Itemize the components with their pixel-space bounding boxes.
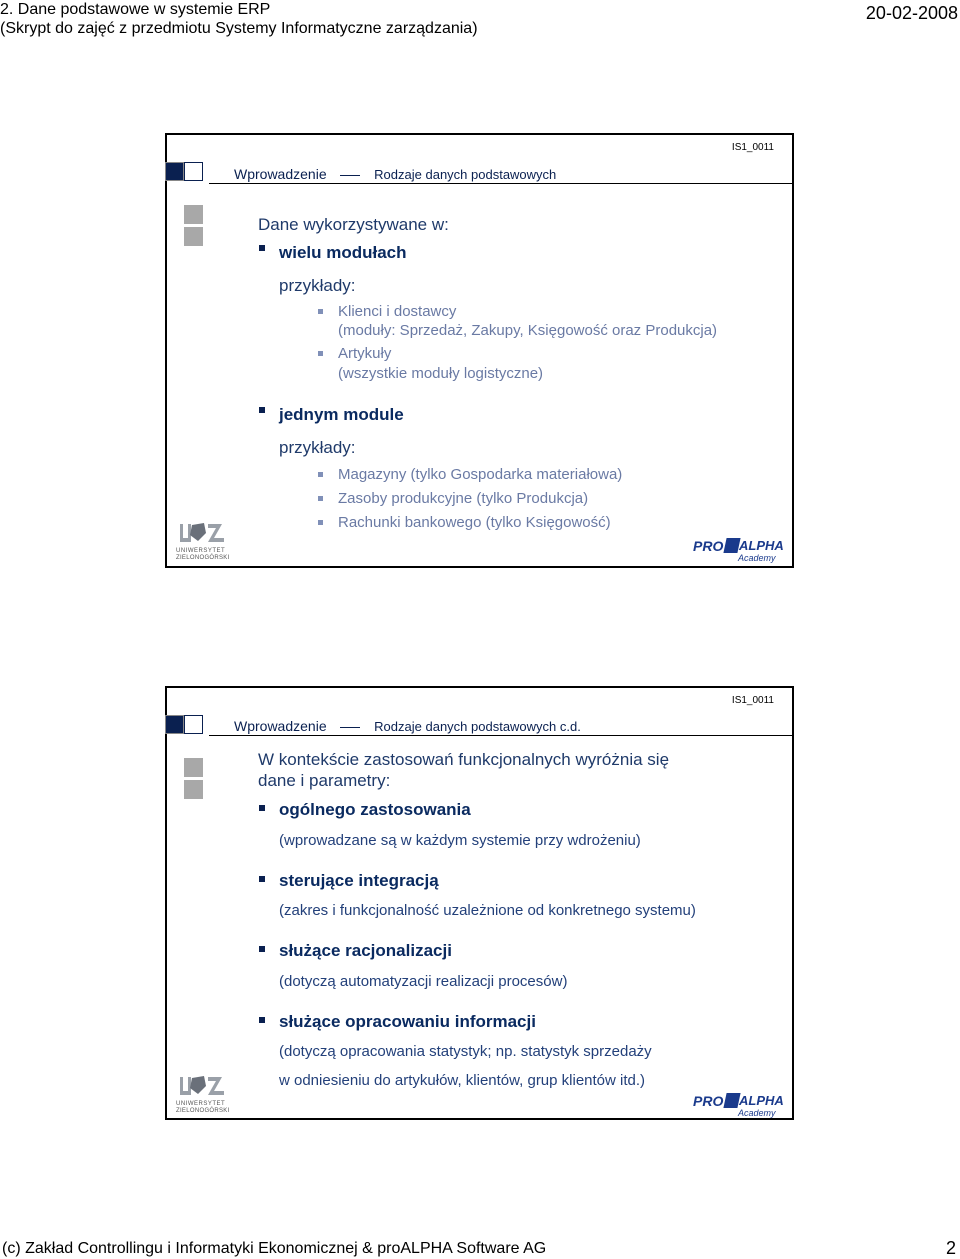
item-description: w odniesieniu do artykułów, klientów, grup klientów itd.) [279,1072,646,1089]
slide-decor-square [184,227,203,246]
bullet-small [318,496,323,501]
bullet [259,245,265,251]
slide-2 [165,686,794,1120]
slide-decor-square [184,780,203,799]
slide-title-sub: Rodzaje danych podstawowych [374,167,557,182]
university-name-line2: ZIELONOGÓRSKI [176,1108,230,1114]
item-description: (dotyczą opracowania statystyk; np. statystyk sprzedaży [279,1043,652,1060]
university-name-line2: ZIELONOGÓRSKI [176,555,230,561]
group-heading: wielu modułach [279,243,407,262]
proalpha-academy: Academy [738,1108,776,1118]
list-item: Magazyny (tylko Gospodarka materiałowa) [338,466,623,483]
document-title: 2. Dane podstawowe w systemie ERP [0,1,271,18]
slide-decor-square [165,162,184,181]
item-description: (zakres i funkcjonalność uzależnione od konkretnego systemu) [279,902,696,919]
proalpha-alpha: ALPHA [739,538,784,553]
list-item: Klienci i dostawcy [338,303,457,320]
slide-id: IS1_0011 [731,695,774,706]
slide-intro: W kontekście zastosowań funkcjonalnych wyróżnia się [258,750,670,769]
slide-decor-square [184,758,203,777]
bullet [259,805,265,811]
proalpha-pro: PRO [693,1093,724,1109]
proalpha-alpha: ALPHA [739,1093,784,1108]
title-underline [209,735,794,736]
bullet-small [318,309,323,314]
proalpha-pro: PRO [693,538,724,554]
page-number: 2 [945,1238,956,1258]
slide-title [234,166,556,182]
bullet-small [318,472,323,477]
examples-label: przykłady: [279,276,356,295]
slide-title-main: Wprowadzenie [234,166,327,182]
slide-intro: dane i parametry: [258,771,391,790]
slide-decor-square [184,162,203,181]
slide-decor-square [184,205,203,224]
slide-id: IS1_0011 [731,142,774,153]
item-heading: służące racjonalizacji [279,941,452,960]
item-heading: ogólnego zastosowania [279,800,471,819]
examples-label: przykłady: [279,438,356,457]
document-footer: (c) Zakład Controllingu i Informatyki Ekonomicznej & proALPHA Software AG [2,1240,547,1257]
university-name-line1: UNIWERSYTET [176,548,226,554]
group-heading: jednym module [279,405,404,424]
slide-intro: Dane wykorzystywane w: [258,215,449,234]
slide-1 [165,133,794,568]
list-item-detail: (moduły: Sprzedaż, Zakupy, Księgowość oraz Produkcja) [338,322,718,339]
document-subtitle: (Skrypt do zajęć z przedmiotu Systemy Informatyczne zarządzania) [0,20,478,37]
bullet-small [318,520,323,525]
slide-title-main: Wprowadzenie [234,718,327,734]
proalpha-logo [693,538,783,566]
bullet [259,946,265,952]
bullet [259,407,265,413]
item-heading: sterujące integracją [279,871,439,890]
university-logo [176,1074,236,1118]
item-heading: służące opracowaniu informacji [279,1012,536,1031]
item-description: (wprowadzane są w każdym systemie przy wdrożeniu) [279,832,641,849]
proalpha-logo [693,1093,783,1121]
list-item: Artykuły [338,345,392,362]
university-name-line1: UNIWERSYTET [176,1101,226,1107]
bullet [259,1017,265,1023]
document-date: 20-02-2008 [865,3,958,23]
list-item: Rachunki bankowego (tylko Księgowość) [338,514,611,531]
university-logo [176,521,236,565]
bullet [259,876,265,882]
list-item-detail: (wszystkie moduły logistyczne) [338,365,544,382]
bullet-small [318,351,323,356]
item-description: (dotyczą automatyzacji realizacji procesów) [279,973,568,990]
proalpha-academy: Academy [738,553,776,563]
slide-title [234,718,581,734]
slide-decor-square [165,715,184,734]
list-item: Zasoby produkcyjne (tylko Produkcja) [338,490,589,507]
slide-title-sub: Rodzaje danych podstawowych c.d. [374,719,581,734]
slide-decor-square [184,715,203,734]
title-underline [209,183,794,184]
